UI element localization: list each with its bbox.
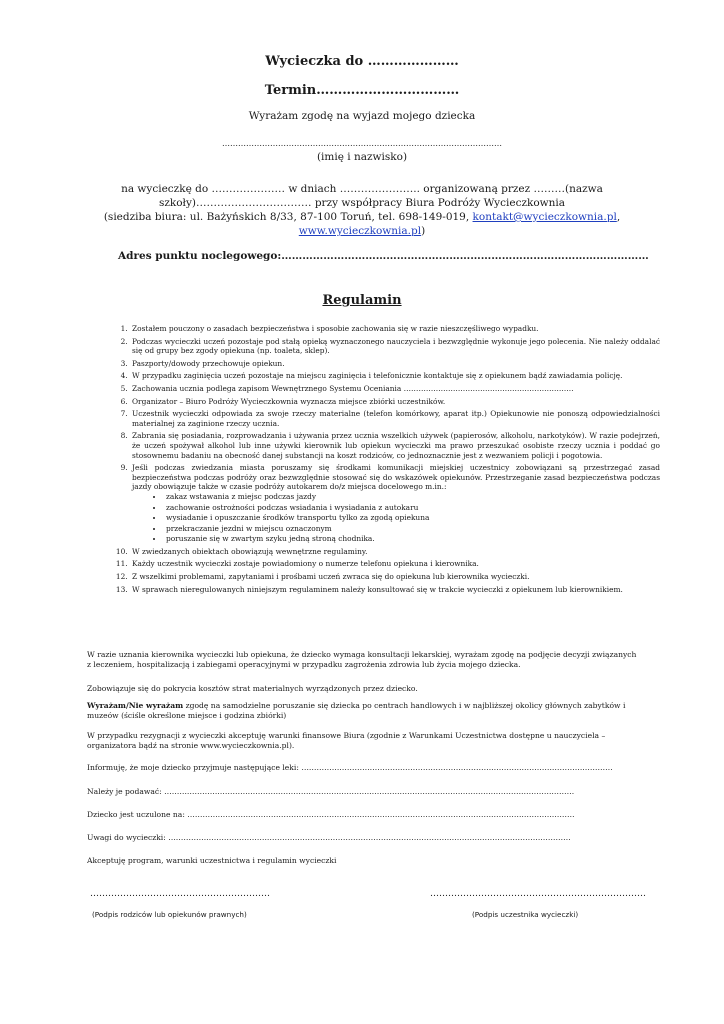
child-name-line: …………………………………………………………………………………………… — [222, 139, 502, 148]
email-link[interactable]: kontakt@wycieczkownia.pl — [472, 211, 617, 223]
rule-item: 1. Zostałem pouczony o zasadach bezpieczeństwa i sposobie zachowania się w razie nieszczęśliwego wypadku. — [130, 324, 660, 334]
acceptance-statement: Akceptuję program, warunki uczestnictwa i regulamin wycieczki — [87, 856, 337, 865]
trip-title: Wycieczka do ………………… — [265, 54, 459, 69]
intro-line2: (siedziba biura: ul. Bażyńskich 8/33, 87-100 Toruń, tel. 698-149-019, — [103, 211, 473, 223]
intro-sep: , — [616, 211, 621, 223]
student-signature-label: (Podpis uczestnika wycieczki) — [472, 910, 579, 919]
subrule-item: • zakaz wstawania z miejsc podczas jazdy — [164, 492, 660, 502]
rule-item-transport — [130, 463, 660, 544]
rule-item: 4. W przypadku zaginięcia uczeń pozostaje na miejscu zaginięcia i telefonicznie kontaktuje się z opiekunem bądź zawiadamia policję. — [130, 371, 660, 381]
subrule-item: • zachowanie ostrożności podczas wsiadania i wysiadania z autokaru — [164, 503, 660, 513]
medications-line: …………………………………………………………………………………………………………… — [301, 763, 613, 772]
subrule-item: • wysiadanie i opuszczanie środków transportu tylko za zgodą opiekuna — [164, 513, 660, 523]
rule-item: 5. Zachowania ucznia podlega zapisom Wewnętrznego Systemu Oceniania …………………………………………………………… — [130, 384, 660, 394]
student-signature-line[interactable]: ……………………………………………………………… — [430, 889, 646, 899]
parent-signature-label: (Podpis rodziców lub opiekunów prawnych) — [92, 910, 247, 919]
dosage-field[interactable] — [87, 787, 639, 796]
consent-statement: Wyrażam zgodę na wyjazd mojego dziecka — [248, 110, 476, 122]
intro-line1: na wycieczkę do ………………… w dniach ………………….. organizowaną przez ………(nazwa szkoły)…………………………… przy współpracy Biura Podróży Wycieczkownia — [121, 183, 603, 209]
lodging-address: Adres punktu noclegowego:…………………………………………………………………………………………… — [118, 250, 649, 262]
transport-subrules — [132, 492, 660, 544]
rules-list — [108, 324, 660, 597]
intro-close: ) — [421, 225, 426, 237]
trip-term: Termin…………………………… — [264, 83, 460, 98]
subrule-item: • poruszanie się w zwartym szyku jedną stroną chodnika. — [164, 534, 660, 544]
rule-item: 10. W zwiedzanych obiektach obowiązują wewnętrzne regulaminy. — [130, 547, 660, 557]
notes-field[interactable] — [87, 833, 639, 842]
free-move-choice: Wyrażam/Nie wyrażam — [87, 701, 184, 710]
allergy-line: ……………………………………………………………………………………………………………………………………… — [187, 810, 575, 819]
rule-item: 7. Uczestnik wycieczki odpowiada za swoje rzeczy materialne (telefon komórkowy, aparat itp.) Opiekunowie nie ponoszą odpowiedzialności materialnej za zaginione rzeczy ucznia. — [130, 409, 660, 428]
allergy-label: Dziecko jest uczulone na: — [87, 810, 188, 819]
subrule-item: • przekraczanie jezdni w miejscu oznaczonym — [164, 524, 660, 534]
allergy-field[interactable] — [87, 810, 639, 819]
notes-line: …………………………………………………………………………………………………………………………………………… — [168, 833, 571, 842]
rule-item: 13. W sprawach nieregulowanych niniejszym regulaminem należy konsultować się w trakcie wycieczki z opiekunem lub kierownikiem. — [130, 585, 660, 595]
rule-text: Jeśli podczas zwiedzania miasta poruszamy się środkami komunikacji miejskiej uczestnicy zobowiązani są przestrzegać zasad bezpieczeństwa podczas podróży oraz bezwzględnie stosować się do wskazówek opiekunów. Przestrzeganie zasad bezpieczeństwa podczas jazdy obowiązuje także w czasie podróży autokarem do/z miejsca docelowego m.in.: — [132, 463, 660, 492]
regulamin-title: Regulamin — [322, 293, 402, 308]
parent-signature-line[interactable]: …………………………………………………… — [90, 889, 270, 899]
resignation-consent: W przypadku rezygnacji z wycieczki akceptuję warunki finansowe Biura (zgodnie z Warunkami Uczestnictwa dostępne u nauczyciela – organizatora bądź na stronie www.wycieczkownia.pl). — [87, 731, 606, 750]
rule-item: 2. Podczas wycieczki uczeń pozostaje pod stałą opieką wyznaczonego nauczyciela i bezwzględnie wykonuje jego polecenia. Nie należy oddalać się od grupy bez zgody opiekuna (np. toaleta, sklep). — [130, 337, 660, 356]
rule-item: 8. Zabrania się posiadania, rozprowadzania i używania przez ucznia wszelkich używek (papierosów, alkoholu, narkotyków). W razie podejrzeń, że uczeń spożywał alkohol lub inne używki kierownik lub opiekun wycieczki ma prawo przeszukać osobiste rzeczy ucznia i poddać go stosownemu badaniu na obecność danej substancji na koszt rodziców, co jednoznacznie jest z wezwaniem policji i pogotowia. — [130, 431, 660, 460]
dosage-line: ……………………………………………………………………………………………………………………………………………… — [164, 787, 575, 796]
free-move-consent — [87, 701, 637, 721]
rule-item: 3. Paszporty/dowody przechowuje opiekun. — [130, 359, 660, 369]
dosage-label: Należy je podawać: — [87, 787, 165, 796]
notes-label: Uwagi do wycieczki: — [87, 833, 169, 842]
rule-item: 12. Z wszelkimi problemami, zapytaniami i prośbami uczeń zwraca się do opiekuna lub kierownika wycieczki. — [130, 572, 660, 582]
medications-label: Informuję, że moje dziecko przyjmuje następujące leki: — [87, 763, 302, 772]
rule-item: 6. Organizator – Biuro Podróży Wycieczkownia wyznacza miejsce zbiórki uczestników. — [130, 397, 660, 407]
trip-intro — [98, 182, 626, 238]
costs-consent: Zobowiązuje się do pokrycia kosztów strat materialnych wyrządzonych przez dziecko. — [87, 684, 418, 693]
child-name-label: (imię i nazwisko) — [316, 151, 408, 163]
free-move-text: zgodę na samodzielne poruszanie się dziecka po centrach handlowych i w najbliższej okolicy głównych zabytków i muzeów (ściśle określone miejsce i godzina zbiórki) — [87, 701, 626, 720]
medications-field[interactable] — [87, 763, 639, 772]
website-link[interactable]: www.wycieczkownia.pl — [298, 225, 422, 237]
medical-consent: W razie uznania kierownika wycieczki lub opiekuna, że dziecko wymaga konsultacji lekarskiej, wyrażam zgodę na podjęcie decyzji związanych z leczeniem, hospitalizacją i zabiegami operacyjnymi w przypadku zagrożenia zdrowia lub życia mojego dziecka. — [87, 650, 637, 669]
rule-item: 11. Każdy uczestnik wycieczki zostaje powiadomiony o numerze telefonu opiekuna i kierownika. — [130, 559, 660, 569]
